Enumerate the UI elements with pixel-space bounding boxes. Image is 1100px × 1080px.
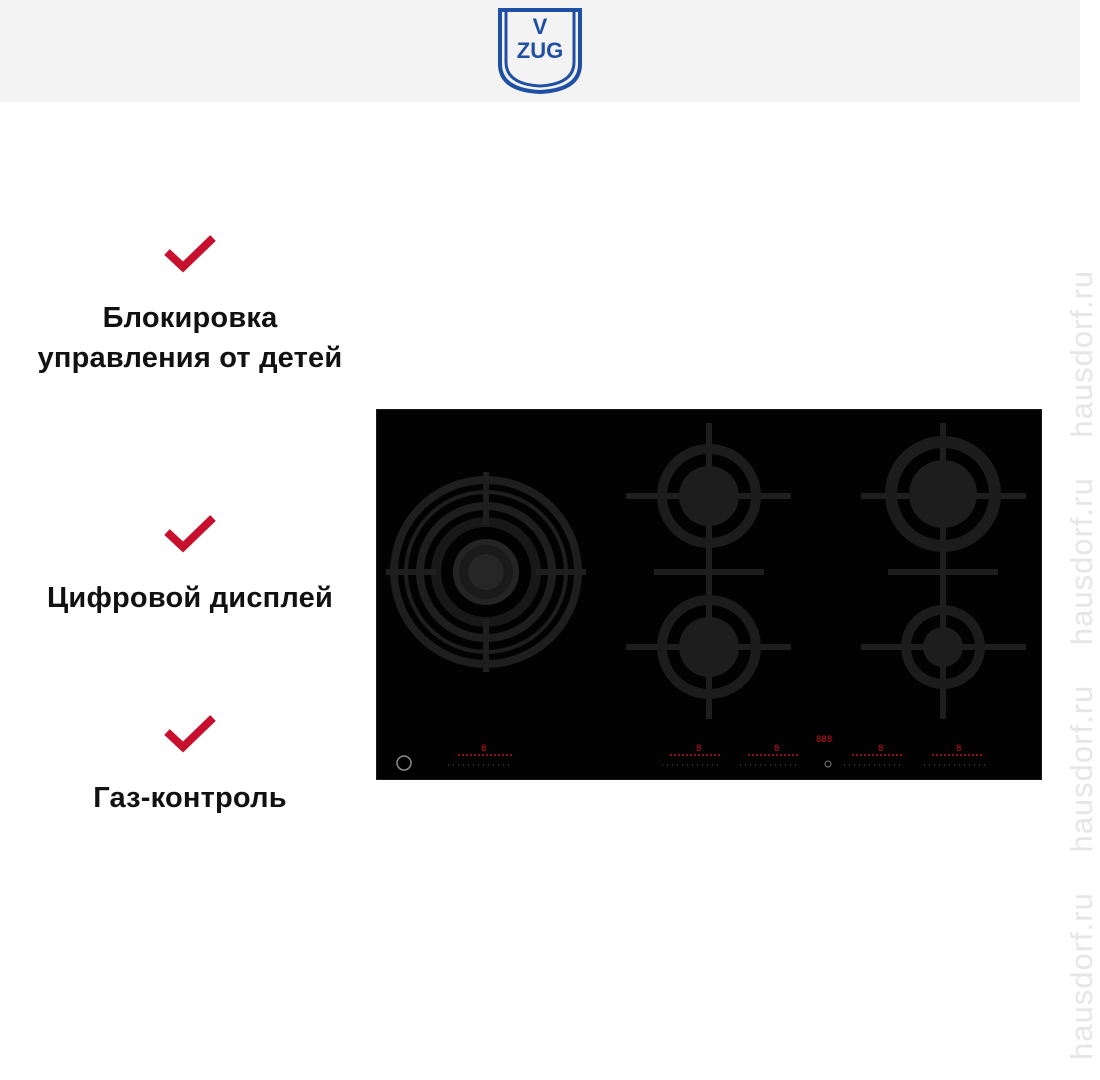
gas-hob-image xyxy=(376,409,1042,780)
feature-label-digital-display: Цифровой дисплей xyxy=(47,582,333,614)
check-icon xyxy=(161,232,219,274)
brand-logo[interactable] xyxy=(496,6,584,96)
zone-2-display: 8 xyxy=(696,744,702,754)
feature-label-gas-control: Газ-контроль xyxy=(93,782,287,814)
check-icon xyxy=(161,512,219,554)
zone-4-display: 8 xyxy=(878,744,884,754)
zone-1-display: 8 xyxy=(481,744,487,754)
check-icon xyxy=(161,712,219,754)
feature-child-lock xyxy=(20,232,360,378)
feature-digital-display xyxy=(20,512,360,618)
watermark-text: hausdorf.ru xyxy=(1064,269,1099,438)
feature-gas-control xyxy=(20,712,360,818)
timer-display: 888 xyxy=(816,735,833,745)
watermark xyxy=(1064,240,1100,1060)
zone-3-display: 8 xyxy=(774,744,780,754)
zone-5-display: 8 xyxy=(956,744,962,754)
brand-logo-v: V xyxy=(532,14,548,39)
watermark-text: hausdorf.ru xyxy=(1064,684,1099,853)
watermark-text: hausdorf.ru xyxy=(1064,892,1099,1060)
watermark-text: hausdorf.ru xyxy=(1064,477,1099,646)
header-bar xyxy=(0,0,1080,102)
brand-logo-zug: ZUG xyxy=(516,38,564,63)
feature-label-child-lock: Блокировка управления от детей xyxy=(37,302,343,374)
